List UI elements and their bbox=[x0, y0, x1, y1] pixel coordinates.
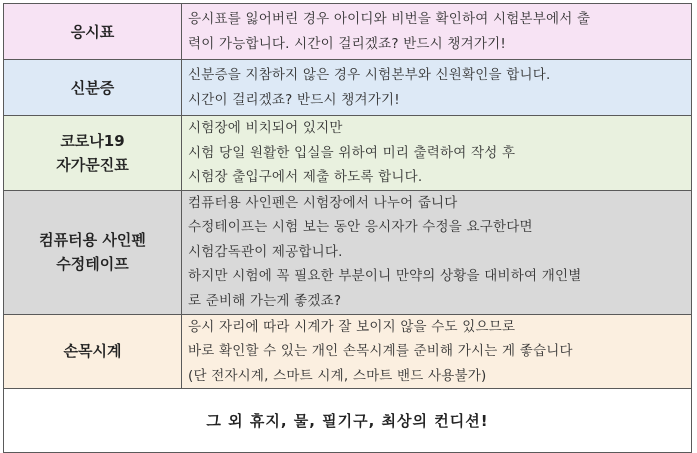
footer-text: 그 외 휴지, 물, 필기구, 최상의 컨디션! bbox=[206, 412, 489, 430]
description-cell bbox=[182, 314, 692, 389]
label-cell bbox=[4, 314, 182, 389]
description-cell bbox=[182, 190, 692, 314]
label-cell bbox=[4, 190, 182, 314]
exam-checklist-table bbox=[3, 3, 692, 453]
row-id-card bbox=[4, 60, 692, 116]
description-line: 시험 당일 원활한 입실을 위하여 미리 출력하여 작성 후 bbox=[188, 144, 516, 161]
item-label: 코로나19 bbox=[60, 131, 125, 150]
item-label: 응시표 bbox=[70, 22, 115, 41]
description-cell bbox=[182, 60, 692, 116]
item-label: 자가문진표 bbox=[56, 155, 129, 174]
description-line: 컴퓨터용 사인펜은 시험장에서 나누어 줍니다 bbox=[188, 194, 458, 211]
row-covid-questionnaire bbox=[4, 116, 692, 191]
description-line: 바로 확인할 수 있는 개인 손목시계를 준비해 가시는 게 좋습니다 bbox=[188, 343, 573, 359]
description-line: 응시 자리에 따라 시계가 잘 보이지 않을 수도 있으므로 bbox=[188, 318, 516, 335]
item-label: 컴퓨터용 사인펜 bbox=[39, 231, 146, 249]
description-cell bbox=[182, 116, 692, 191]
row-footer bbox=[4, 389, 692, 453]
description-line: 로 준비해 가는게 좋겠죠? bbox=[188, 292, 342, 309]
description-line: 시간이 걸리겠죠? 반드시 챙겨가기! bbox=[188, 91, 400, 108]
row-wristwatch bbox=[4, 314, 692, 389]
description-line: 력이 가능합니다. 시간이 걸리겠죠? 반드시 챙겨가기! bbox=[188, 35, 506, 52]
description-line: 응시표를 잃어버린 경우 아이디와 비번을 확인하여 시험본부에서 출 bbox=[188, 11, 591, 27]
footer-cell bbox=[4, 389, 692, 453]
description-line: 시험장에 비치되어 있지만 bbox=[188, 120, 343, 136]
description-line: 신분증을 지참하지 않은 경우 시험본부와 신원확인을 합니다. bbox=[188, 67, 551, 83]
item-label: 수정테이프 bbox=[56, 255, 129, 273]
label-cell bbox=[4, 60, 182, 116]
row-pen-tape bbox=[4, 190, 692, 314]
description-line: 시험장 출입구에서 제출 하도록 합니다. bbox=[188, 169, 423, 185]
description-line: 수정테이프는 시험 보는 동안 응시자가 수정을 요구한다면 bbox=[188, 219, 533, 236]
label-cell bbox=[4, 116, 182, 191]
label-cell bbox=[4, 4, 182, 60]
item-label: 손목시계 bbox=[63, 342, 122, 361]
description-cell bbox=[182, 4, 692, 60]
row-admission-ticket bbox=[4, 4, 692, 60]
description-line: 하지만 시험에 꼭 필요한 부분이니 만약의 상황을 대비하여 개인별 bbox=[188, 268, 582, 285]
description-line: (단 전자시계, 스마트 시계, 스마트 밴드 사용불가) bbox=[188, 367, 487, 384]
description-line: 시험감독관이 제공합니다. bbox=[188, 243, 343, 260]
item-label: 신분증 bbox=[70, 78, 115, 97]
